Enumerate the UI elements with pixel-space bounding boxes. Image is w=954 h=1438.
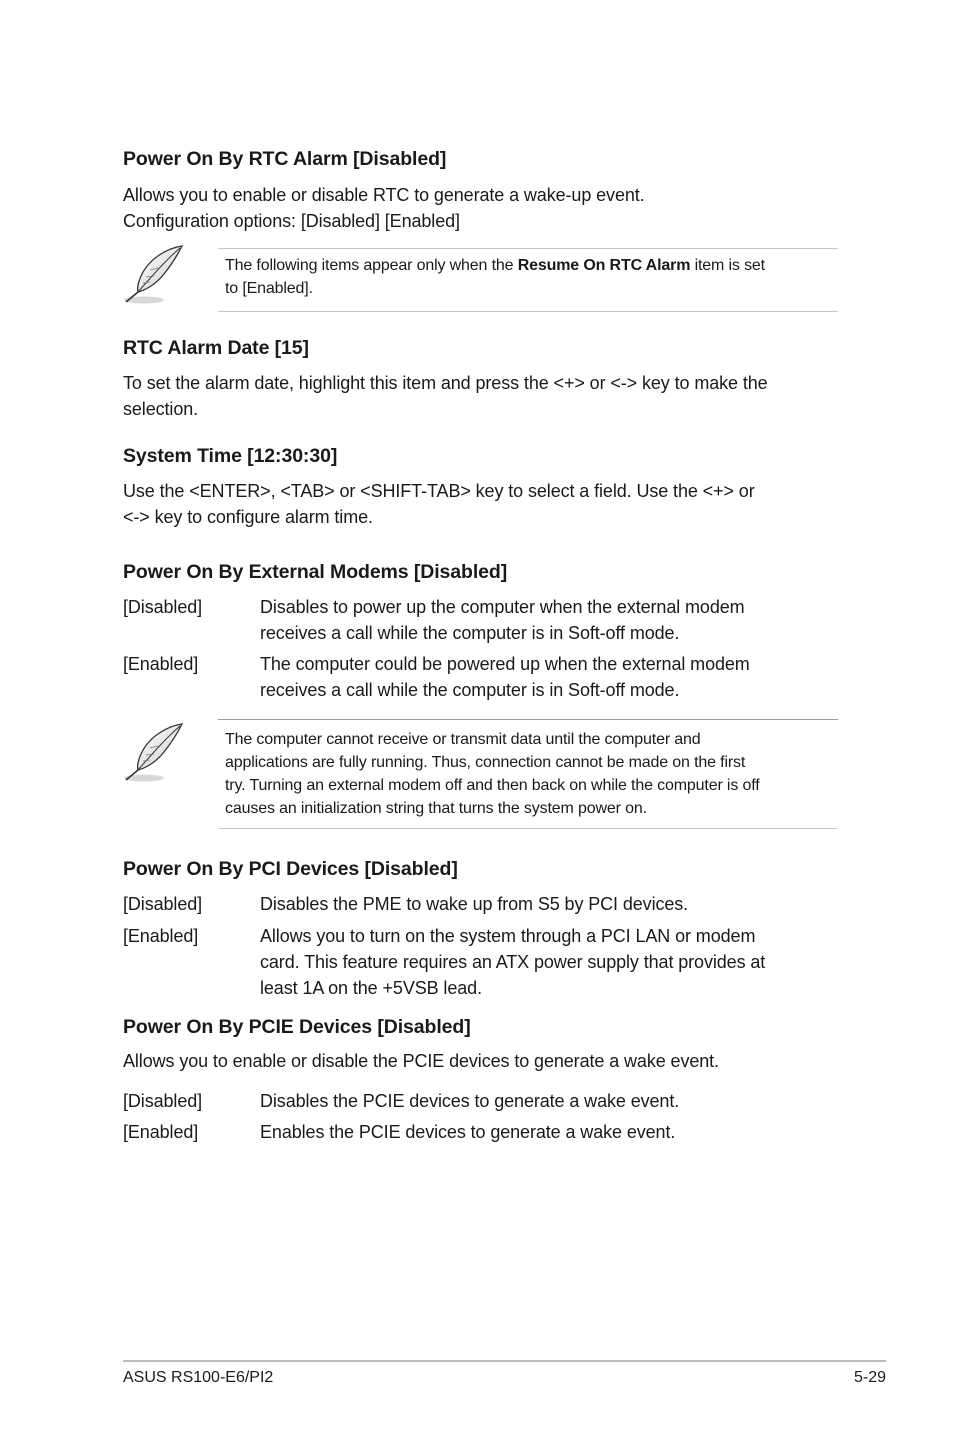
rtc-alarm-description (123, 182, 838, 234)
text-line: card. This feature requires an ATX power supply that provides at (260, 952, 766, 972)
note-line (225, 254, 830, 277)
note-text: The following items appear only when the (225, 257, 518, 274)
text-line: Enables the PCIE devices to generate a wake event. (260, 1122, 676, 1142)
option-desc-disabled (260, 594, 838, 646)
note-top-rule (218, 719, 838, 720)
heading-pcie-devices: Power On By PCIE Devices [Disabled] (123, 1016, 471, 1038)
heading-rtc-date: RTC Alarm Date [15] (123, 337, 309, 359)
note-bottom-rule (218, 828, 838, 829)
option-label-enabled: [Enabled] (123, 654, 199, 674)
note-line: causes an initialization string that turns the system power on. (225, 800, 647, 817)
footer-page-number: 5-29 (853, 1369, 886, 1386)
rtc-date-description (123, 370, 838, 422)
option-desc-enabled (260, 1119, 838, 1145)
option-label-enabled: [Enabled] (123, 926, 199, 946)
text-line: Configuration options: [Disabled] [Enabled] (123, 211, 460, 231)
note-modem (225, 728, 830, 820)
note-line: The computer cannot receive or transmit data until the computer and (225, 731, 701, 748)
note-bold-text: Resume On RTC Alarm (517, 257, 691, 274)
system-time-description (123, 478, 838, 530)
text-line: Allows you to turn on the system through a PCI LAN or modem (260, 926, 756, 946)
option-label-disabled: [Disabled] (123, 894, 203, 914)
note-resume-rtc (225, 254, 830, 300)
footer-rule (123, 1360, 886, 1362)
text-line: Disables the PME to wake up from S5 by PCI devices. (260, 894, 689, 914)
text-line: Allows you to enable or disable RTC to generate a wake-up event. (123, 185, 645, 205)
text-line: least 1A on the +5VSB lead. (260, 978, 482, 998)
text-line: Disables the PCIE devices to generate a wake event. (260, 1091, 680, 1111)
option-label-disabled: [Disabled] (123, 597, 203, 617)
feather-pen-icon (120, 244, 188, 306)
option-label-disabled: [Disabled] (123, 1091, 203, 1111)
heading-pci-devices: Power On By PCI Devices [Disabled] (123, 858, 458, 880)
heading-rtc-alarm: Power On By RTC Alarm [Disabled] (123, 148, 447, 170)
text-line: selection. (123, 399, 199, 419)
option-desc-disabled (260, 891, 838, 917)
pcie-description (123, 1048, 838, 1074)
text-line: Use the <ENTER>, <TAB> or <SHIFT-TAB> key to select a field. Use the <+> or (123, 481, 755, 501)
feather-pen-icon (120, 722, 188, 784)
text-line: <-> key to configure alarm time. (123, 507, 373, 527)
heading-external-modems: Power On By External Modems [Disabled] (123, 561, 508, 583)
note-line: try. Turning an external modem off and then back on while the computer is off (225, 777, 760, 794)
text-line: Allows you to enable or disable the PCIE devices to generate a wake event. (123, 1051, 719, 1071)
note-line: applications are fully running. Thus, connection cannot be made on the first (225, 754, 746, 771)
text-line: receives a call while the computer is in Soft-off mode. (260, 623, 680, 643)
note-text: item is set (690, 257, 765, 274)
text-line: receives a call while the computer is in Soft-off mode. (260, 680, 680, 700)
note-line: to [Enabled]. (225, 280, 313, 297)
option-desc-disabled (260, 1088, 838, 1114)
heading-system-time: System Time [12:30:30] (123, 445, 338, 467)
footer-product-name: ASUS RS100-E6/PI2 (123, 1369, 274, 1386)
note-top-rule (218, 248, 838, 249)
text-line: To set the alarm date, highlight this item and press the <+> or <-> key to make the (123, 373, 768, 393)
text-line: The computer could be powered up when the external modem (260, 654, 750, 674)
option-desc-enabled (260, 923, 838, 1001)
option-label-enabled: [Enabled] (123, 1122, 199, 1142)
note-bottom-rule (218, 311, 838, 312)
option-desc-enabled (260, 651, 838, 703)
text-line: Disables to power up the computer when the external modem (260, 597, 745, 617)
